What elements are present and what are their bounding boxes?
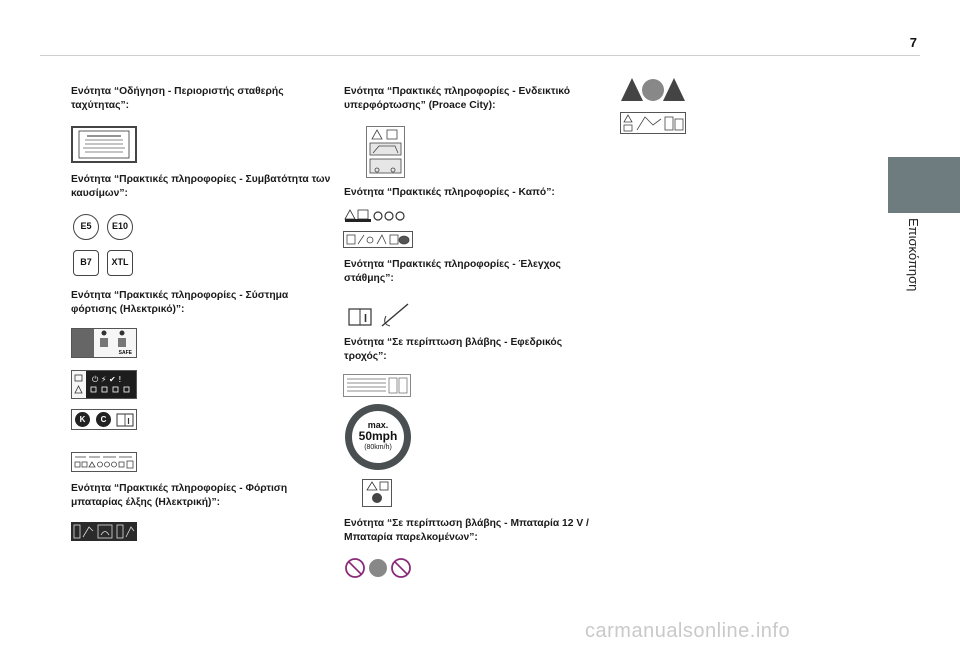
chapter-tab (888, 157, 960, 213)
left-heading-fuel: Ενότητα “Πρακτικές πληροφορίες - Συμβατότητα των καυσίμων”: (71, 174, 331, 199)
right-top-label-image (620, 112, 686, 134)
middle-heading-spare-wheel: Ενότητα “Σε περίπτωση βλάβης - Εφεδρικός τροχός”: (344, 337, 563, 362)
middle-heading-bonnet: Ενότητα “Πρακτικές πληροφορίες - Καπό”: (344, 187, 555, 198)
watermark: carmanualsonline.info (585, 620, 791, 642)
fuel-e5-icon: E5 (73, 214, 99, 240)
charging-connector-label (71, 409, 137, 430)
chapter-tab-label: Επισκόπηση (906, 218, 921, 292)
safe-label: SAFE (118, 350, 132, 356)
fuel-b7-icon: B7 (73, 250, 99, 276)
battery-warning-icons (344, 556, 414, 580)
left-heading-charging-system: Ενότητα “Πρακτικές πληροφορίες - Σύστημα φόρτισης (Ηλεκτρικό)”: (71, 290, 289, 315)
connector-c-icon: C (96, 412, 111, 427)
fuel-xtl-icon: XTL (107, 250, 133, 276)
speed-sign-kmh: (80km/h) (364, 444, 392, 451)
connector-k-icon: K (75, 412, 90, 427)
level-check-label-image (346, 302, 412, 328)
speed-sign-max: max. (367, 420, 389, 430)
left-heading-speed-limiter: Ενότητα “Οδήγηση - Περιοριστής σταθερής ταχύτητας”: (71, 86, 284, 111)
spare-wheel-warning-label (362, 479, 392, 507)
speed-limit-sign (345, 404, 411, 470)
spare-wheel-label-image (343, 374, 411, 397)
svg-text:⏻ ⚡ ✔ !: ⏻ ⚡ ✔ ! (92, 375, 122, 384)
charging-status-label-image (71, 370, 137, 399)
fuel-e10-icon: E10 (107, 214, 133, 240)
manual-info-icon (116, 413, 134, 427)
speed-limiter-label-image (71, 126, 137, 163)
middle-heading-level-check: Ενότητα “Πρακτικές πληροφορίες - Έλεγχος στάθμης”: (344, 259, 561, 284)
overload-label-image (366, 126, 405, 178)
page-number: 7 (909, 35, 917, 50)
middle-heading-overload: Ενότητα “Πρακτικές πληροφορίες - Ενδεικτικό υπερφόρτωσης” (Proace City): (344, 86, 570, 111)
charging-warnings-label-image (71, 452, 137, 472)
right-top-warning-icons (619, 76, 687, 104)
middle-heading-12v-battery: Ενότητα “Σε περίπτωση βλάβης - Μπαταρία 12 V / Μπαταρία παρελκομένων”: (344, 518, 589, 543)
bonnet-label-top-image (343, 209, 413, 223)
header-rule (40, 55, 920, 56)
charging-label-image (71, 328, 137, 358)
speed-sign-mph: 50mph (358, 429, 398, 443)
left-heading-traction-battery: Ενότητα “Πρακτικές πληροφορίες - Φόρτιση μπαταρίας έλξης (Ηλεκτρική)”: (71, 483, 288, 508)
bonnet-label-bottom-image (343, 231, 413, 248)
traction-battery-label-image (71, 522, 137, 541)
